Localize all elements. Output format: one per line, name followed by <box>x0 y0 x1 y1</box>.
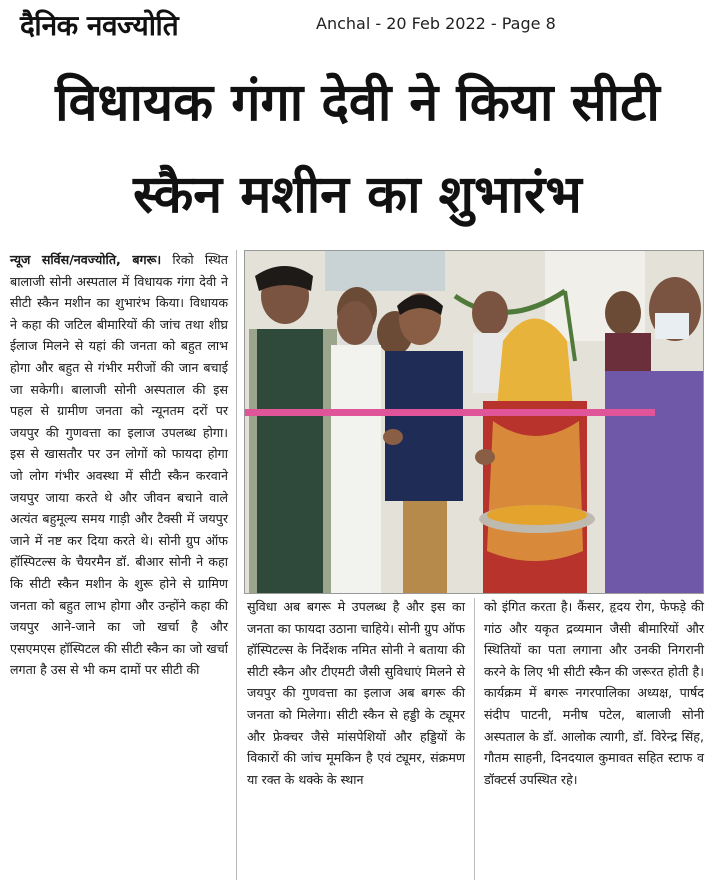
article-column-1-text: रिको स्थित बालाजी सोनी अस्पताल में विधायक गंगा देवी ने सीटी स्कैन मशीन का शुभारंभ किया। विधायक ने कहा की जटिल बीमारियों की जांच तथा शीघ्र ईलाज मिलने से यहां की जनता को बहुत लाभ होगा और बहुत से गंभीर मरीजों की जान बचाई जा सकेगी। बालाजी सोनी अस्पताल की इस पहल से ग्रामीण जनता को न्यूनतम दरों पर जयपुर की गुणवत्ता का इलाज उपलब्ध होगा। इस से खासतौर पर उन लोगों को फायदा होगा जो लोग गंभीर अवस्था में सीटी स्कैन करवाने जयपुर जाया करते थे और जीवन बचाने वाले अत्यंत बहुमूल्य समय गाड़ी और टैक्सी में जयपुर जाने में नष्ट कर दिया करते थे। सोनी ग्रुप ऑफ हॉस्पिटल्स के चैयरमैन डॉ. बीआर सोनी ने कहा कि सीटी स्कैन मशीन के शुरू होने से ग्रामिण जनता को बहुत लाभ होगा और उन्होंने कहा की जयपुर आने-जाने का जो खर्चा है और एसएमएस हॉस्पिटल की सीटी स्कैन का जो खर्चा लगता है उस से भी कम दामों पर सीटी की <box>10 252 228 678</box>
event-photo <box>244 250 704 594</box>
article-column-2: सुविधा अब बगरू मे उपलब्ध है और इस का जनता का फायदा उठाना चाहिये। सोनी ग्रुप ऑफ हॉस्पिटल्स के निर्देशक नमित सोनी ने बताया की सीटी स्कैन और टीएमटी जैसी सुविधाएं मिलने से जयपुर की गुणवत्ता का इलाज अब बगरू की जनता को मिलेगा। सीटी स्कैन से हड्डी के ट्यूमर और फ्रेक्चर जैसे मांसपेशियों और हड्डियों के विकारों की जांच मूमकिन है एवं ट्यूमर, संक्रमण या रक्त के थक्के के स्थान <box>247 599 465 787</box>
article-column-1 <box>10 249 228 681</box>
article-byline: न्यूज सर्विस/नवज्योति, बगरू। <box>10 252 162 267</box>
column-rule <box>474 598 475 880</box>
column-rule <box>236 250 237 880</box>
masthead: दैनिक नवज्योति <box>20 9 179 42</box>
event-photo-illustration <box>245 251 703 593</box>
issue-line: Anchal - 20 Feb 2022 - Page 8 <box>316 14 556 33</box>
headline-line-2: स्कैन मशीन का शुभारंभ <box>133 165 582 225</box>
article-column-3: को इंगित करता है। कैंसर, हृदय रोग, फेफड़े की गांठ और यकृत द्रव्यमान जैसी बीमारियों और स्थितियों का पता लगाना और उनकी निगरानी करने के लिए भी सीटी स्कैन की जरूरत होती है। कार्यक्रम में बगरू नगरपालिका अध्यक्ष, पार्षद संदीप पाटनी, मनीष पटेल, बालाजी सोनी अस्पताल के डॉ. आलोक त्यागी, डॉ. विरेन्द्र सिंह, गौतम साहनी, दिनदयाल कुमावत सहित स्टाफ व डॉक्टर्स उपस्थित रहे। <box>484 599 704 787</box>
headline-line-1: विधायक गंगा देवी ने किया सीटी <box>55 73 660 133</box>
